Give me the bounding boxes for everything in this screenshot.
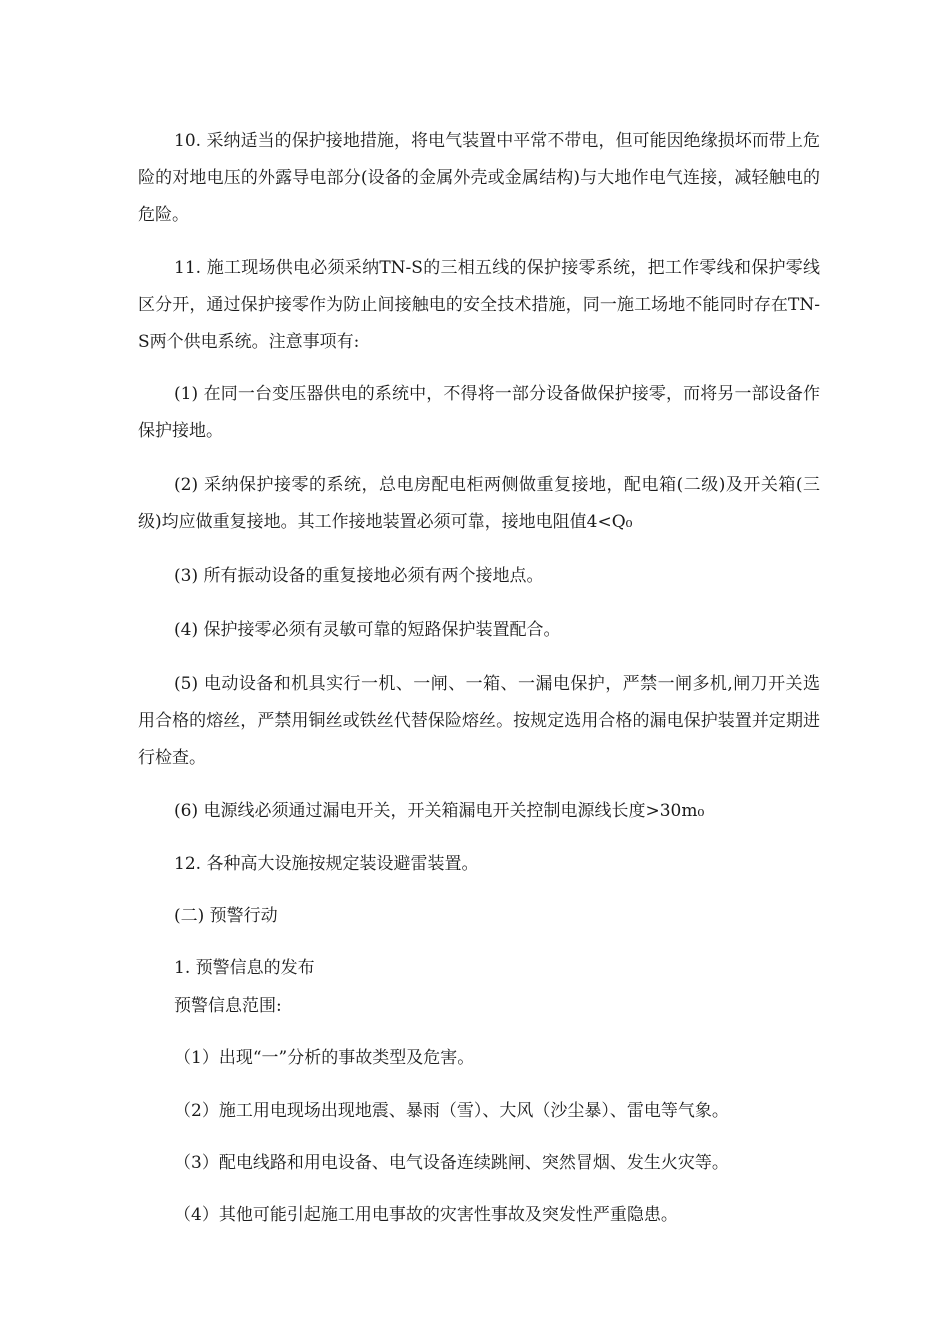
note-item-4: (4) 保护接零必须有灵敏可靠的短路保护装置配合。 [174, 620, 561, 640]
section-heading: (二) 预警行动 [174, 906, 278, 926]
warning-range-label: 预警信息范围: [174, 996, 282, 1016]
warning-range-item-2: （2）施工用电现场出现地震、暴雨（雪）、大风（沙尘暴）、雷电等气象。 [174, 1101, 729, 1121]
note-item-2: (2) 采纳保护接零的系统，总电房配电柜两侧做重复接地，配电箱(二级)及开关箱(三级)均应做重复接地。其工作接地装置必须可靠，接地电阻值4<Q₀ [138, 475, 820, 532]
paragraph-item-12: 12. 各种高大设施按规定装设避雷装置。 [174, 854, 479, 874]
warning-range-item-4: （4）其他可能引起施工用电事故的灾害性事故及突发性严重隐患。 [174, 1205, 678, 1225]
paragraph-item-11: 11. 施工现场供电必须采纳TN-S的三相五线的保护接零系统，把工作零线和保护零线区分开，通过保护接零作为防止间接触电的安全技术措施，同一施工场地不能同时存在TN-S两个供电系统。注意事项有: [138, 258, 820, 352]
paragraph-item-10: 10. 采纳适当的保护接地措施，将电气装置中平常不带电，但可能因绝缘损坏而带上危险的对地电压的外露导电部分(设备的金属外壳或金属结构)与大地作电气连接，减轻触电的危险。 [138, 131, 820, 225]
note-item-5: (5) 电动设备和机具实行一机、一闸、一箱、一漏电保护，严禁一闸多机,闸刀开关选用合格的熔丝，严禁用铜丝或铁丝代替保险熔丝。按规定选用合格的漏电保护装置并定期进行检查。 [138, 674, 820, 768]
note-item-3: (3) 所有振动设备的重复接地必须有两个接地点。 [174, 566, 544, 586]
warning-range-item-3: （3）配电线路和用电设备、电气设备连续跳闸、突然冒烟、发生火灾等。 [174, 1153, 729, 1173]
note-item-1: (1) 在同一台变压器供电的系统中，不得将一部分设备做保护接零，而将另一部设备作保护接地。 [138, 384, 820, 441]
subsection-heading: 1. 预警信息的发布 [174, 958, 315, 978]
warning-range-item-1: （1）出现“一”分析的事故类型及危害。 [174, 1048, 475, 1068]
note-item-6: (6) 电源线必须通过漏电开关，开关箱漏电开关控制电源线长度>30m₀ [174, 801, 705, 821]
